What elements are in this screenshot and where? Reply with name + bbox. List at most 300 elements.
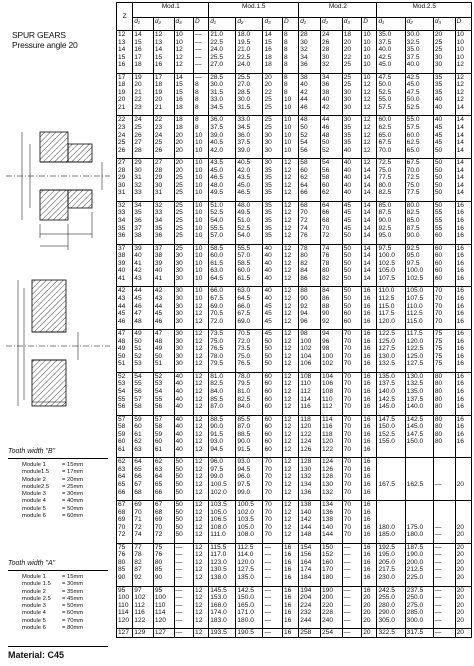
value-cell: 37 xyxy=(133,225,154,233)
tooth-count-cell: 56 xyxy=(117,403,133,411)
value-cell: 50 xyxy=(433,189,455,197)
subcolumn-header: d₁ xyxy=(209,18,236,31)
tooth-count-cell: 127 xyxy=(117,629,133,638)
value-cell: 40 xyxy=(299,81,321,89)
value-cell: 36 xyxy=(133,217,154,225)
value-cell: — xyxy=(174,594,194,602)
value-cell: 228 xyxy=(321,609,343,617)
value-cell: 12 xyxy=(455,89,471,97)
subcolumn-header: d₂ xyxy=(153,18,174,31)
value-cell: 16 xyxy=(153,61,174,69)
value-cell: 16 xyxy=(362,466,377,474)
value-cell: 12 xyxy=(194,338,209,346)
value-cell: 175.0 xyxy=(405,524,433,532)
value-cell: 55.0 xyxy=(405,116,433,124)
value-cell: 144 xyxy=(321,531,343,539)
value-cell: 10 xyxy=(194,244,209,252)
value-cell: 140 xyxy=(321,524,343,532)
value-cell: 12 xyxy=(283,501,299,509)
value-cell: 60 xyxy=(133,423,154,431)
value-cell: 40 xyxy=(174,423,194,431)
value-cell: — xyxy=(342,629,362,638)
value-cell: 130.0 xyxy=(377,353,405,361)
value-cell: 62 xyxy=(321,189,343,197)
value-cell: 24 xyxy=(321,31,343,39)
value-cell: 60 xyxy=(263,403,283,411)
value-cell: 30.0 xyxy=(236,96,263,104)
value-cell: 50 xyxy=(174,531,194,539)
value-cell: 12 xyxy=(283,345,299,353)
value-cell: 95 xyxy=(153,586,174,594)
value-cell: 35.0 xyxy=(377,31,405,39)
value-cell: 10 xyxy=(174,31,194,39)
value-cell: 31 xyxy=(133,174,154,182)
value-cell: 154 xyxy=(299,543,321,551)
value-cell: 16 xyxy=(362,481,377,489)
value-cell: 45 xyxy=(342,225,362,233)
value-cell: 25 xyxy=(342,73,362,81)
value-cell: 76 xyxy=(153,551,174,559)
value-cell: 16 xyxy=(362,310,377,318)
value-cell: 100.0 xyxy=(377,252,405,260)
value-cell: 145.0 xyxy=(405,423,433,431)
table-row xyxy=(117,61,472,69)
value-cell: 74 xyxy=(299,225,321,233)
value-cell: 60.0 xyxy=(405,132,433,140)
value-cell: 12 xyxy=(455,61,471,69)
value-cell: 17 xyxy=(133,54,154,62)
table-row xyxy=(117,602,472,610)
value-cell: 20 xyxy=(362,629,377,638)
value-cell: — xyxy=(194,54,209,62)
value-cell: 84.0 xyxy=(236,403,263,411)
value-cell xyxy=(433,466,455,474)
value-cell: 16 xyxy=(455,252,471,260)
value-cell: 12 xyxy=(283,431,299,439)
value-cell: 135.0 xyxy=(236,574,263,582)
tooth-width_a-item xyxy=(22,596,83,603)
value-cell: 65 xyxy=(133,466,154,474)
value-cell: 31 xyxy=(153,189,174,197)
value-cell: 19.5 xyxy=(236,39,263,47)
value-cell: 17 xyxy=(153,73,174,81)
value-cell: 100.5 xyxy=(236,501,263,509)
module-name: Module 1 xyxy=(22,574,46,580)
value-cell: 180.0 xyxy=(405,531,433,539)
value-cell: 8 xyxy=(194,116,209,124)
value-cell: 68 xyxy=(153,509,174,517)
tooth-count-cell: 55 xyxy=(117,396,133,404)
value-cell: — xyxy=(263,609,283,617)
module-name: module 2 xyxy=(22,588,46,595)
table-row xyxy=(117,303,472,311)
value-cell: 40 xyxy=(433,96,455,104)
value-cell: 14 xyxy=(455,174,471,182)
value-cell: 88 xyxy=(321,303,343,311)
value-cell: 114 xyxy=(299,396,321,404)
value-cell: 10 xyxy=(194,159,209,167)
value-cell: 12 xyxy=(194,594,209,602)
value-cell: 82.5 xyxy=(405,209,433,217)
value-cell: 70 xyxy=(263,524,283,532)
value-cell: 14 xyxy=(362,201,377,209)
value-cell: 200 xyxy=(321,594,343,602)
value-cell: 34 xyxy=(133,201,154,209)
tooth-count-cell: 23 xyxy=(117,124,133,132)
value-cell: 108.0 xyxy=(209,524,236,532)
value-cell: 80 xyxy=(299,252,321,260)
value-cell: 12 xyxy=(455,73,471,81)
value-cell: 16 xyxy=(362,446,377,454)
value-cell: 16 xyxy=(455,415,471,423)
value-cell: 12 xyxy=(283,466,299,474)
value-cell: 16 xyxy=(455,275,471,283)
value-cell: 22 xyxy=(342,54,362,62)
value-cell: 12 xyxy=(194,574,209,582)
value-cell: 10 xyxy=(194,232,209,240)
tooth-count-cell: 43 xyxy=(117,295,133,303)
value-cell: 87 xyxy=(133,566,154,574)
table-row xyxy=(117,318,472,326)
value-cell: 108 xyxy=(299,372,321,380)
value-cell: 12 xyxy=(174,61,194,69)
module-header: Mod.1.5 xyxy=(209,3,299,18)
value-cell: 85.0 xyxy=(405,217,433,225)
value-cell: 50 xyxy=(342,295,362,303)
value-cell: 20 xyxy=(455,594,471,602)
value-cell: 12 xyxy=(194,551,209,559)
value-cell: 16 xyxy=(455,380,471,388)
value-cell: — xyxy=(263,617,283,625)
value-cell: 70 xyxy=(321,225,343,233)
value-cell: 30 xyxy=(263,147,283,155)
value-cell: 40 xyxy=(433,104,455,112)
table-row xyxy=(117,139,472,147)
value-cell: 12 xyxy=(283,524,299,532)
tooth-count-cell: 35 xyxy=(117,225,133,233)
value-cell: 70 xyxy=(342,338,362,346)
value-cell: 12 xyxy=(283,423,299,431)
value-cell: 165.0 xyxy=(236,602,263,610)
value-cell: 52.5 xyxy=(236,225,263,233)
value-cell: 38 xyxy=(321,89,343,97)
value-cell: 114 xyxy=(153,609,174,617)
value-cell: 200.0 xyxy=(405,559,433,567)
value-cell: 14 xyxy=(362,217,377,225)
value-cell: — xyxy=(263,559,283,567)
value-cell: — xyxy=(174,559,194,567)
value-cell: 12 xyxy=(283,201,299,209)
value-cell: 33 xyxy=(133,189,154,197)
value-cell: 12 xyxy=(194,310,209,318)
value-cell: 100.0 xyxy=(405,267,433,275)
value-cell: 130.0 xyxy=(405,372,433,380)
value-cell: 92.5 xyxy=(405,244,433,252)
value-cell: 142 xyxy=(299,516,321,524)
value-cell: 22 xyxy=(263,89,283,97)
table-row xyxy=(117,174,472,182)
value-cell: 20 xyxy=(342,46,362,54)
value-cell: 10 xyxy=(194,287,209,295)
value-cell: 76.5 xyxy=(236,360,263,368)
value-cell: 50 xyxy=(133,338,154,346)
tooth-width_a-item xyxy=(22,618,83,625)
value-cell: 24.0 xyxy=(236,61,263,69)
tooth-width_b-item xyxy=(22,498,83,505)
table-row xyxy=(117,594,472,602)
value-cell: 53 xyxy=(133,360,154,368)
table-row xyxy=(117,360,472,368)
value-cell: 84 xyxy=(299,267,321,275)
tooth-width_a-item xyxy=(22,574,83,581)
value-cell: 40 xyxy=(263,252,283,260)
value-cell: 16 xyxy=(362,396,377,404)
value-cell: 70 xyxy=(263,509,283,517)
value-cell: 14 xyxy=(455,104,471,112)
value-cell: 59 xyxy=(133,415,154,423)
value-cell: 75 xyxy=(433,345,455,353)
value-cell: 72 xyxy=(321,232,343,240)
value-cell: 20 xyxy=(263,81,283,89)
table-row xyxy=(117,217,472,225)
value-cell: 30 xyxy=(263,139,283,147)
value-cell: 25 xyxy=(342,81,362,89)
value-cell: 48 xyxy=(299,116,321,124)
value-cell: 162.5 xyxy=(405,481,433,489)
value-cell: 20 xyxy=(455,609,471,617)
value-cell: 50 xyxy=(321,139,343,147)
table-row xyxy=(117,586,472,594)
value-cell xyxy=(455,466,471,474)
value-cell: 30 xyxy=(174,295,194,303)
value-cell: 30 xyxy=(174,330,194,338)
value-cell: 40 xyxy=(321,96,343,104)
tooth-width-a-heading: Tooth width "A" xyxy=(8,560,56,567)
value-cell: 12 xyxy=(362,132,377,140)
value-cell: 76 xyxy=(299,232,321,240)
value-cell: 26 xyxy=(153,147,174,155)
value-cell: 12 xyxy=(283,531,299,539)
value-cell: 102.0 xyxy=(209,489,236,497)
value-cell: — xyxy=(174,629,194,638)
value-cell: 30 xyxy=(263,132,283,140)
table-row xyxy=(117,225,472,233)
value-cell: 16 xyxy=(455,244,471,252)
value-cell: 8 xyxy=(283,81,299,89)
value-cell: 33.0 xyxy=(209,96,236,104)
value-cell: 94 xyxy=(321,330,343,338)
value-cell: 14 xyxy=(362,174,377,182)
tooth-count-cell: 47 xyxy=(117,330,133,338)
value-cell: 105.0 xyxy=(377,267,405,275)
value-cell: 20 xyxy=(174,139,194,147)
value-cell: 16 xyxy=(362,501,377,509)
value-cell: 104 xyxy=(299,353,321,361)
value-cell: 60 xyxy=(433,232,455,240)
left-panel xyxy=(0,0,116,666)
value-cell: — xyxy=(174,617,194,625)
value-cell: 16 xyxy=(455,295,471,303)
value-cell: 93.0 xyxy=(236,458,263,466)
tooth-count-cell: 39 xyxy=(117,260,133,268)
module-name: module 2.5 xyxy=(22,595,51,602)
value-cell: 28.5 xyxy=(236,89,263,97)
value-cell: 12 xyxy=(362,104,377,112)
value-cell: 70 xyxy=(263,481,283,489)
value-cell: 112.5 xyxy=(236,543,263,551)
value-cell: 20 xyxy=(455,551,471,559)
value-cell: 10 xyxy=(362,46,377,54)
value-cell: 96 xyxy=(299,318,321,326)
tooth-width_b-item xyxy=(22,506,83,513)
value-cell: 20 xyxy=(455,559,471,567)
value-cell: 20 xyxy=(362,602,377,610)
tooth-width_b-item xyxy=(22,469,83,476)
value-cell: 24.0 xyxy=(209,46,236,54)
value-cell: 58 xyxy=(299,159,321,167)
value-cell: 60 xyxy=(433,244,455,252)
subcolumn-header: d₃ xyxy=(174,18,194,31)
value-cell: 45 xyxy=(342,209,362,217)
value-cell: 290.0 xyxy=(377,609,405,617)
value-cell: 136 xyxy=(321,509,343,517)
value-cell: 12 xyxy=(194,431,209,439)
value-cell: 50 xyxy=(263,345,283,353)
value-cell: 62 xyxy=(299,174,321,182)
value-cell: 16 xyxy=(455,438,471,446)
value-cell: 97.5 xyxy=(209,466,236,474)
value-cell: 127.5 xyxy=(236,566,263,574)
value-cell: 49 xyxy=(153,345,174,353)
value-cell: 30 xyxy=(174,275,194,283)
value-cell: 20 xyxy=(174,159,194,167)
value-cell: — xyxy=(342,566,362,574)
value-cell: 78 xyxy=(299,244,321,252)
value-cell: 72 xyxy=(133,524,154,532)
value-cell: 70 xyxy=(342,423,362,431)
value-cell: 322.5 xyxy=(377,629,405,638)
value-cell: 102 xyxy=(299,345,321,353)
width-value: = 50mm xyxy=(62,505,84,512)
table-row xyxy=(117,182,472,190)
value-cell: 62.5 xyxy=(405,139,433,147)
table-row xyxy=(117,574,472,582)
value-cell: 44 xyxy=(153,303,174,311)
value-cell: 70 xyxy=(342,403,362,411)
value-cell: 58 xyxy=(153,423,174,431)
table-row xyxy=(117,372,472,380)
width-value: = 15mm xyxy=(62,574,84,580)
table-row xyxy=(117,617,472,625)
value-cell: 12 xyxy=(194,566,209,574)
value-cell: 12 xyxy=(362,159,377,167)
table-row xyxy=(117,147,472,155)
value-cell: 77.5 xyxy=(377,174,405,182)
value-cell: 10 xyxy=(283,132,299,140)
tooth-width_b-item xyxy=(22,513,83,520)
value-cell: 16 xyxy=(283,559,299,567)
value-cell: 40 xyxy=(174,372,194,380)
value-cell: 42 xyxy=(321,104,343,112)
value-cell: 195.0 xyxy=(377,551,405,559)
value-cell: 57.5 xyxy=(405,124,433,132)
table-row xyxy=(117,380,472,388)
value-cell: 47.5 xyxy=(377,73,405,81)
value-cell: 12 xyxy=(194,516,209,524)
value-cell: 12 xyxy=(283,217,299,225)
value-cell: 25 xyxy=(174,201,194,209)
value-cell: 44 xyxy=(321,116,343,124)
value-cell: 12 xyxy=(283,489,299,497)
value-cell: 16 xyxy=(362,360,377,368)
value-cell: 82 xyxy=(321,275,343,283)
value-cell: 91.5 xyxy=(209,431,236,439)
value-cell: 15 xyxy=(263,39,283,47)
value-cell: 25 xyxy=(263,116,283,124)
value-cell: 122 xyxy=(321,446,343,454)
value-cell: — xyxy=(263,574,283,582)
value-cell: 75.0 xyxy=(377,167,405,175)
value-cell: 14 xyxy=(362,182,377,190)
value-cell: 45.0 xyxy=(405,81,433,89)
value-cell: 40 xyxy=(342,167,362,175)
value-cell: 65.0 xyxy=(405,147,433,155)
value-cell: 70.5 xyxy=(236,330,263,338)
value-cell: 10 xyxy=(194,295,209,303)
value-cell: — xyxy=(194,46,209,54)
table-row xyxy=(117,73,472,81)
value-cell: 130 xyxy=(299,466,321,474)
value-cell: 30 xyxy=(174,267,194,275)
value-cell: 12 xyxy=(362,124,377,132)
value-cell: 105.0 xyxy=(236,524,263,532)
value-cell: 66 xyxy=(299,189,321,197)
value-cell: 150.0 xyxy=(236,594,263,602)
value-cell: 26 xyxy=(321,39,343,47)
value-cell: 142.5 xyxy=(405,415,433,423)
value-cell xyxy=(405,516,433,524)
value-cell: 103.5 xyxy=(209,501,236,509)
value-cell: — xyxy=(433,617,455,625)
value-cell: 84 xyxy=(321,287,343,295)
value-cell: 70 xyxy=(263,516,283,524)
value-cell: 40 xyxy=(153,267,174,275)
value-cell: 70.5 xyxy=(209,310,236,318)
value-cell: 92 xyxy=(133,574,154,582)
value-cell: 16 xyxy=(362,345,377,353)
value-cell xyxy=(405,473,433,481)
value-cell: 40 xyxy=(263,267,283,275)
value-cell: 64 xyxy=(133,458,154,466)
value-cell: 205.0 xyxy=(377,559,405,567)
value-cell: 14 xyxy=(362,189,377,197)
value-cell: 66.0 xyxy=(209,287,236,295)
value-cell: 12 xyxy=(194,543,209,551)
value-cell: 135.0 xyxy=(377,372,405,380)
value-cell: 35 xyxy=(433,89,455,97)
tooth-count-cell: 22 xyxy=(117,116,133,124)
value-cell: 97.5 xyxy=(377,244,405,252)
tooth-count-cell: 68 xyxy=(117,509,133,517)
table-row xyxy=(117,310,472,318)
tooth-count-cell: 46 xyxy=(117,318,133,326)
value-cell: 16 xyxy=(455,330,471,338)
value-cell: 112 xyxy=(321,403,343,411)
value-cell: 14 xyxy=(455,182,471,190)
value-cell: 42.5 xyxy=(405,73,433,81)
value-cell xyxy=(377,458,405,466)
value-cell: 12 xyxy=(283,232,299,240)
